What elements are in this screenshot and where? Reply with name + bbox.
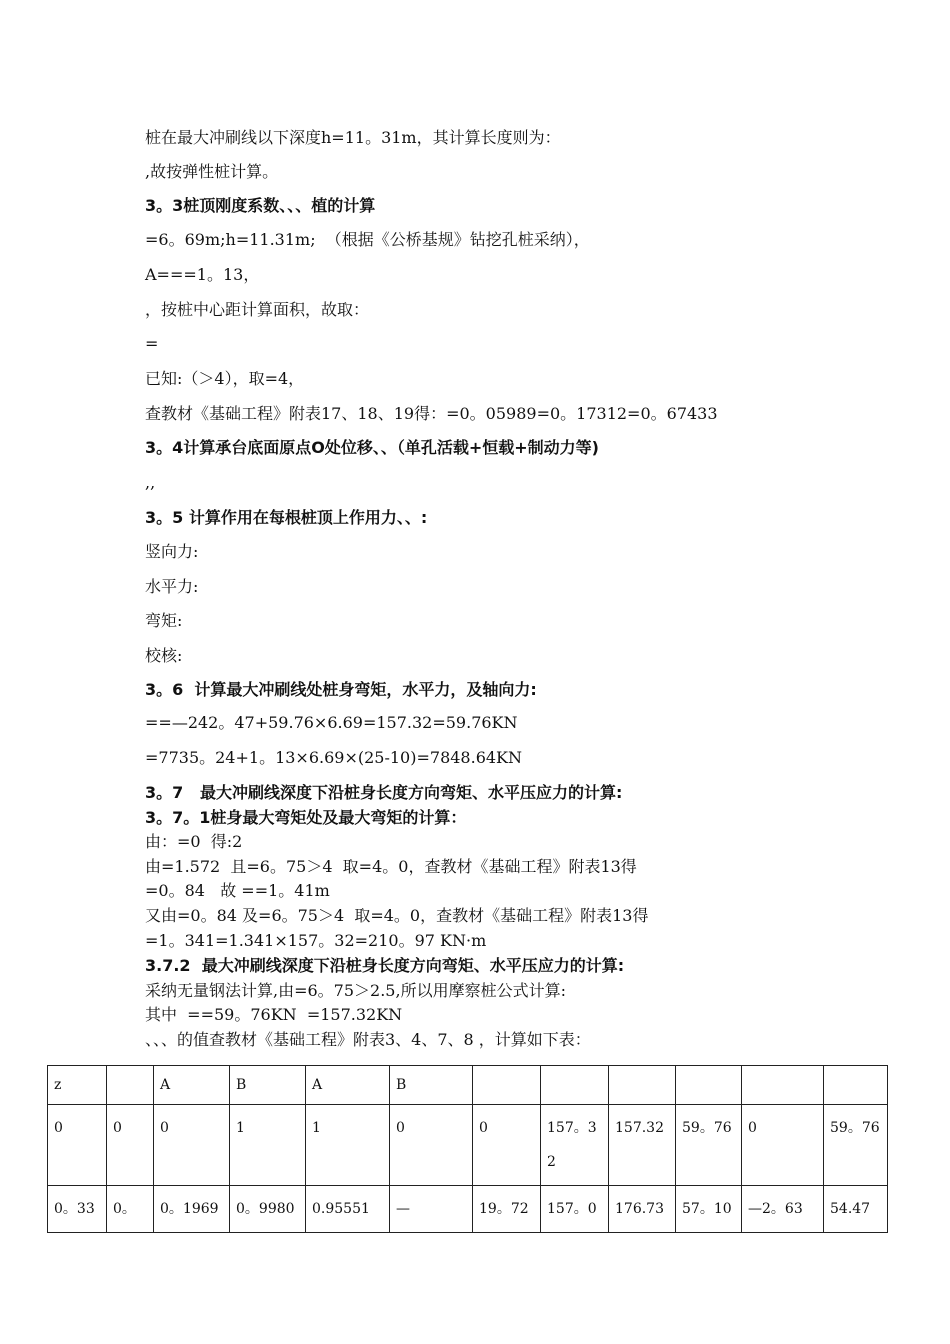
table-header-cell xyxy=(824,1066,888,1105)
text-line: 查教材《基础工程》附表17、18、19得：=0。05989=0。17312=0。67433 xyxy=(145,404,718,423)
table-header-cell xyxy=(609,1066,676,1105)
table-cell: 157.32 xyxy=(609,1105,676,1186)
table-header-cell xyxy=(473,1066,541,1105)
text-line: 由=1.572 且=6。75＞4 取=4。0，查教材《基础工程》附表13得 xyxy=(145,857,637,876)
table-cell: 59。76 xyxy=(676,1105,742,1186)
text-line: 已知:（＞4），取=4， xyxy=(145,369,305,388)
text-line: ,故按弹性桩计算。 xyxy=(145,162,279,181)
table-cell: 0 xyxy=(390,1105,473,1186)
table-header-cell: A xyxy=(154,1066,230,1105)
text-line: 又由=0。84 及=6。75＞4 取=4。0，查教材《基础工程》附表13得 xyxy=(145,906,649,925)
text-line: 其中 ==59。76KN =157.32KN xyxy=(145,1005,403,1024)
table-header-cell: B xyxy=(390,1066,473,1105)
text-line: ==—242。47+59.76×6.69=157.32=59.76KN xyxy=(145,713,518,732)
table-header-cell xyxy=(742,1066,824,1105)
text-line: = xyxy=(145,334,159,353)
table-cell: — xyxy=(390,1186,473,1233)
table-cell: 0 xyxy=(48,1105,107,1186)
text-line: =0。84 故 ==1。41m xyxy=(145,881,330,900)
table-cell: 0 xyxy=(473,1105,541,1186)
text-line: ,, xyxy=(145,473,156,492)
text-line: A===1。13， xyxy=(145,265,260,284)
section-heading: 3。7。1桩身最大弯矩处及最大弯矩的计算： xyxy=(145,808,467,827)
table-cell: 1 xyxy=(230,1105,306,1186)
section-heading: 3。3桩顶刚度系数、、、植的计算 xyxy=(145,196,376,215)
text-line: ，按桩中心距计算面积，故取： xyxy=(145,300,370,319)
table-header-cell xyxy=(107,1066,154,1105)
text-line: =7735。24+1。13×6.69×(25-10)=7848.64KN xyxy=(145,748,523,767)
text-line: 弯矩: xyxy=(145,611,183,630)
table-cell: 1 xyxy=(306,1105,390,1186)
table-cell: 57。10 xyxy=(676,1186,742,1233)
section-heading: 3。4计算承台底面原点O处位移、、（单孔活载+恒载+制动力等) xyxy=(145,438,599,457)
table-cell: 0。33 xyxy=(48,1186,107,1233)
table-cell: 0。 xyxy=(107,1186,154,1233)
table-header-cell xyxy=(676,1066,742,1105)
table-cell: 0 xyxy=(154,1105,230,1186)
table-cell: 0。9980 xyxy=(230,1186,306,1233)
text-line: 采纳无量钢法计算,由=6。75＞2.5,所以用摩察桩公式计算: xyxy=(145,981,566,1000)
table-cell: —2。63 xyxy=(742,1186,824,1233)
table-cell: 54.47 xyxy=(824,1186,888,1233)
section-heading: 3。5 计算作用在每根桩顶上作用力、、: xyxy=(145,508,428,527)
table-header-cell: A xyxy=(306,1066,390,1105)
text-line: 、、、的值查教材《基础工程》附表3、4、7、8 ，计算如下表： xyxy=(145,1030,591,1049)
text-line: =1。341=1.341×157。32=210。97 KN·m xyxy=(145,931,487,950)
table-cell: 0 xyxy=(742,1105,824,1186)
text-line: 水平力: xyxy=(145,577,199,596)
text-line: 由：=0 得:2 xyxy=(145,832,243,851)
table-header-cell: B xyxy=(230,1066,306,1105)
text-line: 桩在最大冲刷线以下深度h=11。31m，其计算长度则为： xyxy=(145,128,561,147)
text-line: 校核: xyxy=(145,646,183,665)
table-header-row xyxy=(48,1066,888,1105)
table-header-cell xyxy=(541,1066,609,1105)
table-cell: 19。72 xyxy=(473,1186,541,1233)
table-cell: 0。1969 xyxy=(154,1186,230,1233)
section-heading: 3。6 计算最大冲刷线处桩身弯矩，水平力，及轴向力: xyxy=(145,680,537,699)
text-line: =6。69m;h=11.31m; （根据《公桥基规》钻挖孔桩采纳）， xyxy=(145,230,590,249)
section-heading: 3。7 最大冲刷线深度下沿桩身长度方向弯矩、水平压应力的计算: xyxy=(145,783,623,802)
table-cell: 0 xyxy=(107,1105,154,1186)
table-row xyxy=(48,1105,888,1186)
table-row xyxy=(48,1186,888,1233)
table-cell: 157。0 xyxy=(541,1186,609,1233)
table-cell: 59。76 xyxy=(824,1105,888,1186)
table-cell: 0.95551 xyxy=(306,1186,390,1233)
table-cell: 176.73 xyxy=(609,1186,676,1233)
text-line: 竖向力: xyxy=(145,542,199,561)
section-heading: 3.7.2 最大冲刷线深度下沿桩身长度方向弯矩、水平压应力的计算: xyxy=(145,956,625,975)
table-cell: 157。3 2 xyxy=(541,1105,609,1186)
calculation-table xyxy=(47,1065,888,1233)
table-header-cell: z xyxy=(48,1066,107,1105)
